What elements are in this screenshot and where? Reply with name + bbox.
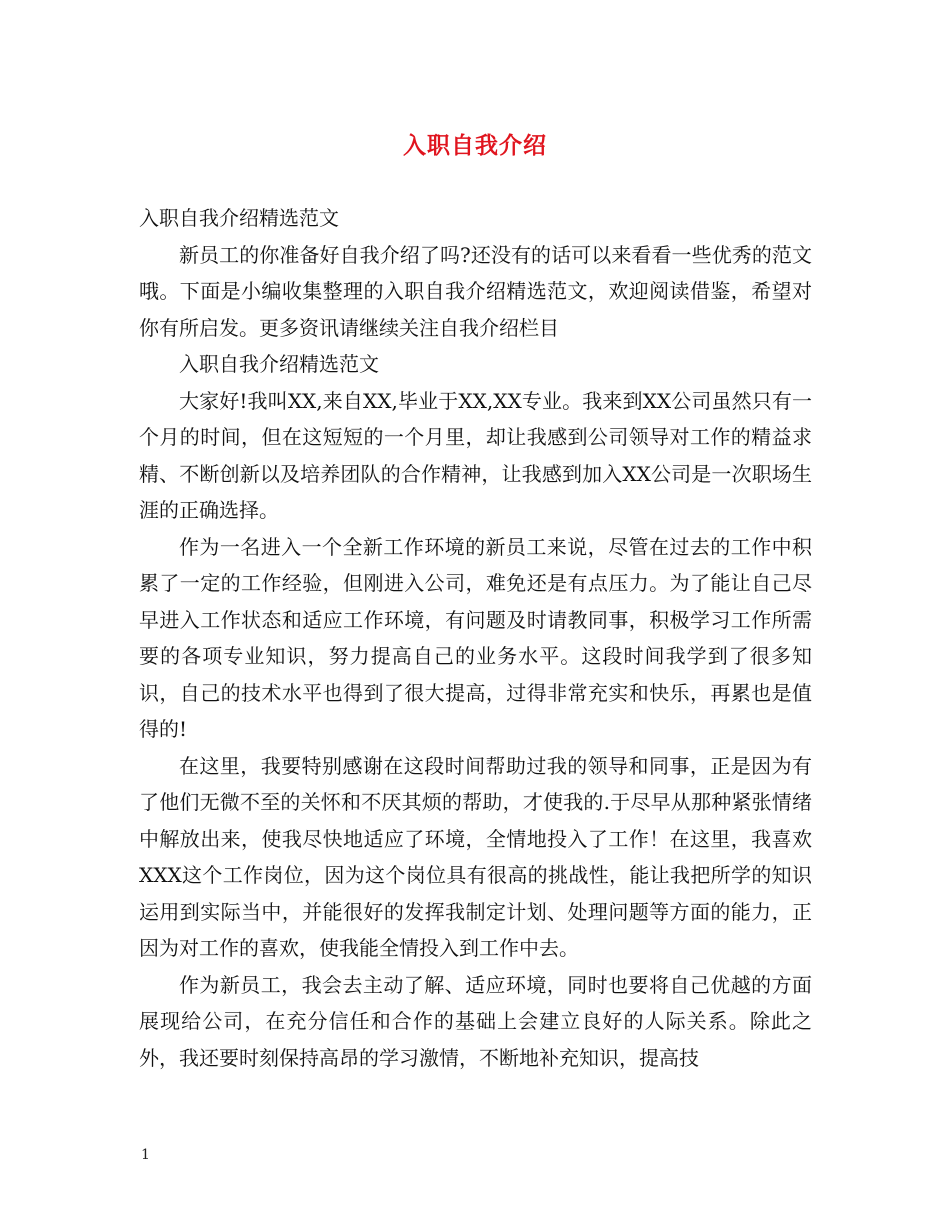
paragraph-thanks: 在这里，我要特别感谢在这段时间帮助过我的领导和同事，正是因为有了他们无微不至的关怀和不厌其烦的帮助，才使我的.于尽早从那种紧张情绪中解放出来，使我尽快地适应了环境，全情地投入了工作！在这里，我喜欢XXX这个工作岗位，因为这个岗位具有很高的挑战性，能让我把所学的知识运用到实际当中，并能很好的发挥我制定计划、处理问题等方面的能力，正因为对工作的喜欢，使我能全情投入到工作中去。: [139, 753, 812, 960]
document-body: [139, 200, 812, 1076]
paragraph-greeting: 大家好!我叫XX,来自XX,毕业于XX,XX专业。我来到XX公司虽然只有一个月的时间，但在这短短的一个月里，却让我感到公司领导对工作的精益求精、不断创新以及培养团队的合作精神，让我感到加入XX公司是一次职场生涯的正确选择。: [139, 388, 812, 522]
page-title: 入职自我介绍: [403, 132, 547, 159]
paragraph-subheading: 入职自我介绍精选范文: [179, 352, 379, 376]
paragraph-heading: 入职自我介绍精选范文: [139, 206, 339, 230]
page-number: 1: [141, 1147, 150, 1163]
paragraph-new-environment: 作为一名进入一个全新工作环境的新员工来说，尽管在过去的工作中积累了一定的工作经验，但刚进入公司，难免还是有点压力。为了能让自己尽早进入工作状态和适应工作环境，有问题及时请教同事，积极学习工作所需要的各项专业知识，努力提高自己的业务水平。这段时间我学到了很多知识，自己的技术水平也得到了很大提高，过得非常充实和快乐，再累也是值得的!: [139, 534, 812, 741]
paragraph-new-employee: 作为新员工，我会去主动了解、适应环境，同时也要将自己优越的方面展现给公司，在充分信任和合作的基础上会建立良好的人际关系。除此之外，我还要时刻保持高昂的学习激情，不断地补充知识，提高技: [139, 972, 812, 1070]
paragraph-intro: 新员工的你准备好自我介绍了吗?还没有的话可以来看看一些优秀的范文哦。下面是小编收集整理的入职自我介绍精选范文，欢迎阅读借鉴，希望对你有所启发。更多资讯请继续关注自我介绍栏目: [139, 242, 812, 340]
